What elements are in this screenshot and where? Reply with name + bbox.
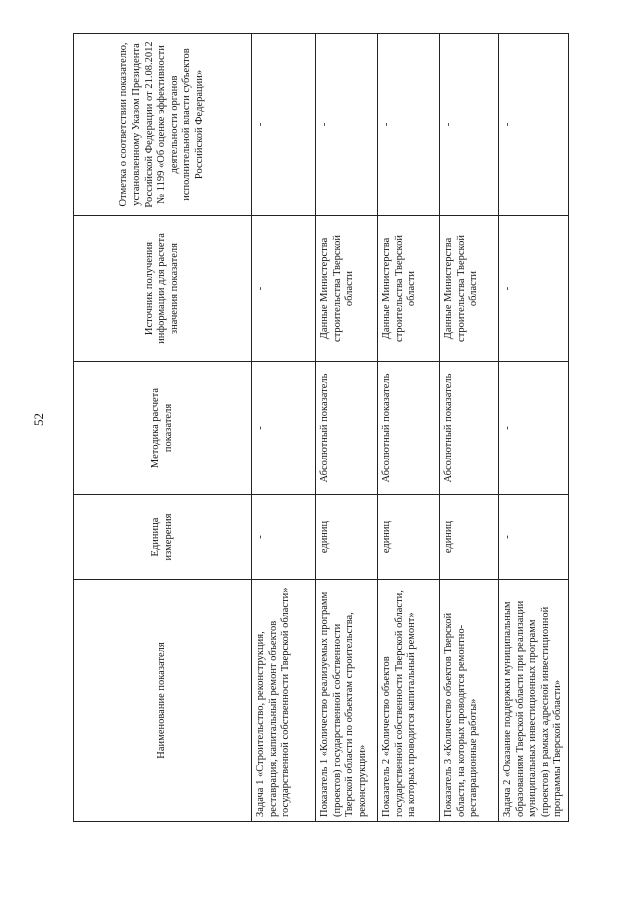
- table-row: [440, 34, 499, 822]
- cell-method: Абсолютный показатель: [440, 362, 499, 495]
- table-row: [499, 34, 569, 822]
- cell-indicator-name: Показатель 2 «Количество объектов государственной собственности Тверской области, на которых проводится капитальный ремонт»: [378, 580, 440, 822]
- cell-method: -: [499, 362, 569, 495]
- cell-source: -: [252, 216, 316, 362]
- cell-source: -: [499, 216, 569, 362]
- table-row: [316, 34, 378, 822]
- table-header-row: [74, 34, 252, 822]
- cell-decree-mark: -: [499, 34, 569, 216]
- cell-decree-mark: -: [252, 34, 316, 216]
- cell-unit: -: [499, 495, 569, 580]
- table-row: [378, 34, 440, 822]
- cell-method: Абсолютный показатель: [378, 362, 440, 495]
- header-decree-mark: Отметка о соответствии показателю, установленному Указом Президента Российской Федерации от 21.08.2012 № 1199 «Об оценке эффективности деятельности органов исполнительной власти субъектов Российской Федерации»: [74, 34, 252, 216]
- cell-unit: единиц: [378, 495, 440, 580]
- cell-decree-mark: -: [316, 34, 378, 216]
- cell-unit: -: [252, 495, 316, 580]
- cell-decree-mark: -: [440, 34, 499, 216]
- table-row: [252, 34, 316, 822]
- header-source: Источник получения информации для расчета значения показателя: [74, 216, 252, 362]
- cell-decree-mark: -: [378, 34, 440, 216]
- cell-source: Данные Министерства строительства Тверской области: [316, 216, 378, 362]
- cell-source: Данные Министерства строительства Тверской области: [440, 216, 499, 362]
- cell-unit: единиц: [440, 495, 499, 580]
- cell-source: Данные Министерства строительства Тверской области: [378, 216, 440, 362]
- cell-method: -: [252, 362, 316, 495]
- cell-unit: единиц: [316, 495, 378, 580]
- indicators-table: [73, 33, 569, 822]
- cell-indicator-name: Показатель 1 «Количество реализуемых программ (проектов) государственной собственности Тверской области по объектам строительства, реконструкции»: [316, 580, 378, 822]
- header-indicator-name: Наименование показателя: [74, 580, 252, 822]
- cell-indicator-name: Задача 1 «Строительство, реконструкция, реставрация, капитальный ремонт объектов государственной собственности Тверской области»: [252, 580, 316, 822]
- page-number: 52: [31, 413, 46, 426]
- cell-indicator-name: Задача 2 «Оказание поддержки муниципальным образованиям Тверской области при реализации муниципальных инвестиционных программ (проектов) в рамках адресной инвестиционной программы Тверской области»: [499, 580, 569, 822]
- cell-indicator-name: Показатель 3 «Количество объектов Тверской области, на которых проводятся ремонтно-реставрационные работы»: [440, 580, 499, 822]
- header-method: Методика расчета показателя: [74, 362, 252, 495]
- header-unit: Единица измерения: [74, 495, 252, 580]
- cell-method: Абсолютный показатель: [316, 362, 378, 495]
- indicators-table-wrapper: [73, 34, 564, 822]
